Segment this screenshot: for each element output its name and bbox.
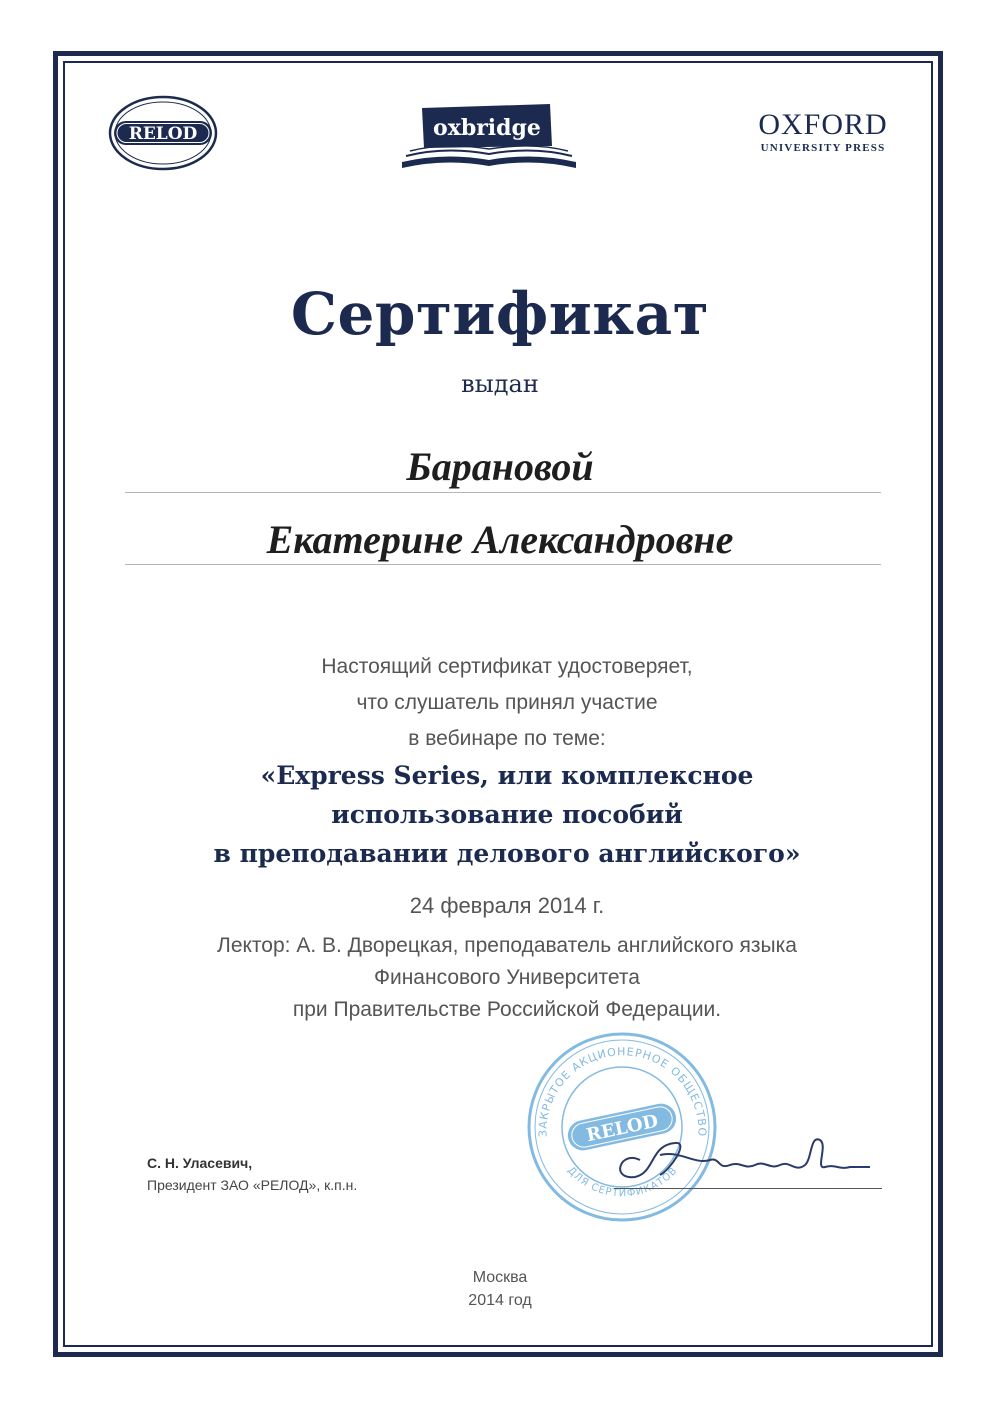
signer-name: С. Н. Уласевич, bbox=[147, 1155, 253, 1171]
name-underline-1 bbox=[125, 492, 881, 493]
topic-line-1: «Express Series, или комплексное bbox=[260, 761, 754, 790]
city: Москва bbox=[472, 1269, 528, 1286]
body-line-2: что слушатель принял участие bbox=[356, 691, 658, 714]
body-line-3: в вебинаре по теме: bbox=[408, 727, 606, 750]
oxbridge-logo-text: oxbridge bbox=[433, 115, 541, 141]
stamp-bottom-text: ДЛЯ СЕРТИФИКАТОВ bbox=[565, 1165, 680, 1200]
topic-line-3: в преподавании делового английского» bbox=[213, 839, 801, 868]
issued-label: выдан bbox=[461, 370, 539, 398]
webinar-date: 24 февраля 2014 г. bbox=[409, 893, 605, 918]
signature bbox=[600, 1115, 880, 1195]
relod-logo bbox=[108, 95, 218, 171]
stamp-ring-text: ЗАКРЫТОЕ АКЦИОНЕРНОЕ ОБЩЕСТВО bbox=[536, 1045, 709, 1138]
lecturer-line-3: при Правительстве Российской Федерации. bbox=[292, 998, 722, 1021]
recipient-given-names: Екатерине Александровне bbox=[266, 517, 734, 562]
certificate-title: Сертификат bbox=[290, 280, 710, 348]
oxford-subtitle: UNIVERSITY PRESS bbox=[760, 142, 886, 154]
oxford-name: OXFORD bbox=[758, 108, 888, 141]
body-line-1: Настоящий сертификат удостоверяет, bbox=[321, 655, 693, 678]
lecturer-line-1: Лектор: А. В. Дворецкая, преподаватель английского языка bbox=[217, 934, 797, 957]
recipient-surname: Барановой bbox=[406, 444, 594, 489]
oxbridge-logo bbox=[400, 100, 578, 172]
signature-line bbox=[614, 1188, 882, 1189]
relod-logo-text: RELOD bbox=[128, 124, 198, 144]
oxford-logo bbox=[748, 110, 898, 154]
year: 2014 год bbox=[468, 1292, 532, 1309]
name-underline-2 bbox=[125, 564, 881, 565]
lecturer-line-2: Финансового Университета bbox=[374, 966, 640, 989]
topic-line-2: использование пособий bbox=[331, 800, 683, 829]
stamp-center-text: RELOD bbox=[584, 1110, 661, 1147]
signer-title: Президент ЗАО «РЕЛОД», к.п.н. bbox=[147, 1177, 358, 1193]
